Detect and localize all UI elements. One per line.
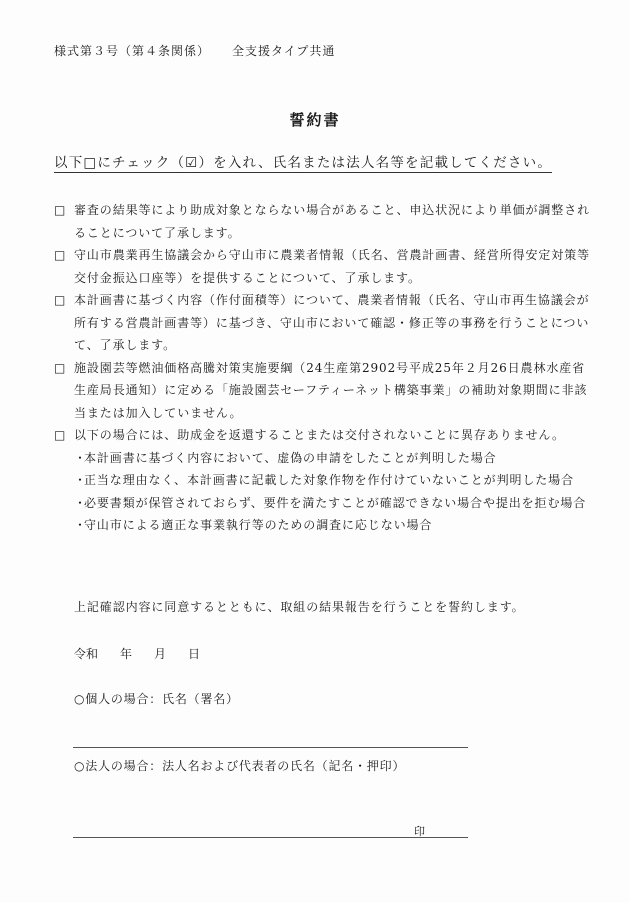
pledge-item-text: 本計画書に基づく内容（作付面積等）について、農業者情報（氏名、守山市再生協議会が所有する営農計画書等）に基づき、守山市において確認・修正等の事務を行うことについて、了承します。 bbox=[74, 293, 590, 352]
pledge-item-text: 守山市農業再生協議会から守山市に農業者情報（氏名、営農計画書、経営所得安定対策等交付金振込口座等）を提供することについて、了承します。 bbox=[74, 248, 591, 285]
date-year: 年 bbox=[120, 647, 133, 661]
sub-item-text: 必要書類が保管されておらず、要件を満たすことが確認できない場合や提出を拒む場合 bbox=[84, 495, 587, 510]
form-header bbox=[54, 42, 335, 59]
date-field[interactable] bbox=[74, 645, 222, 662]
sub-item-text: 守山市による適正な事業執行等のための調査に応じない場合 bbox=[84, 518, 433, 532]
pledge-statement: 上記確認内容に同意するとともに、取組の結果報告を行うことを誓約します。 bbox=[74, 600, 525, 614]
pledge-item-3 bbox=[54, 289, 594, 357]
date-month: 月 bbox=[154, 647, 167, 661]
sub-item-2 bbox=[54, 469, 594, 492]
instruction-text: 以下□にチェック（☑）を入れ、氏名または法人名等を記載してください。 bbox=[54, 151, 552, 173]
pledge-item-text: 施設園芸等燃油価格高騰対策実施要綱（24生産第2902号平成25年２月26日農林水産省生産局長通知）に定める「施設園芸セーフティーネット構築事業」の補助対象期間に非該当または加入していません。 bbox=[74, 360, 588, 420]
checkbox-5[interactable]: □ bbox=[54, 428, 67, 442]
sub-item-1 bbox=[54, 447, 594, 470]
pledge-item-5 bbox=[54, 424, 594, 447]
pledge-item-2 bbox=[54, 244, 594, 289]
corporate-signature-label: ○法人の場合：法人名および代表者の氏名（記名・押印） bbox=[74, 759, 406, 773]
bullet-icon: ・ bbox=[74, 518, 87, 532]
pledge-item-text: 以下の場合には、助成金を返還することまたは交付されないことに異存ありません。 bbox=[74, 428, 565, 442]
corporate-signature-line[interactable] bbox=[73, 837, 468, 838]
document-title: 誓約書 bbox=[289, 111, 341, 129]
date-day: 日 bbox=[188, 647, 201, 661]
pledge-item-4 bbox=[54, 357, 594, 425]
bullet-icon: ・ bbox=[74, 473, 87, 487]
sub-item-text: 正当な理由なく、本計画書に記載した対象作物を作付けていないことが判明した場合 bbox=[84, 473, 574, 487]
individual-signature-label: ○個人の場合：氏名（署名） bbox=[74, 692, 239, 706]
checkbox-4[interactable]: □ bbox=[54, 360, 67, 375]
sub-item-3 bbox=[54, 492, 594, 515]
pledge-item-text: 審査の結果等により助成対象とならない場合があること、申込状況により単価が調整されることについて了承します。 bbox=[74, 203, 591, 240]
form-applicability: 全支援タイプ共通 bbox=[232, 44, 336, 58]
checkbox-1[interactable]: □ bbox=[54, 203, 67, 217]
checkbox-3[interactable]: □ bbox=[54, 293, 67, 307]
pledge-item-1 bbox=[54, 199, 594, 244]
bullet-icon: ・ bbox=[74, 495, 87, 510]
form-number: 様式第３号（第４条関係） bbox=[54, 44, 211, 58]
pledge-items bbox=[54, 199, 594, 537]
date-era: 令和 bbox=[74, 647, 99, 661]
individual-signature-line[interactable] bbox=[73, 747, 468, 748]
seal-mark: 印 bbox=[414, 825, 425, 838]
checkbox-2[interactable]: □ bbox=[54, 248, 67, 262]
bullet-icon: ・ bbox=[74, 450, 87, 465]
sub-item-4 bbox=[54, 514, 594, 537]
sub-item-text: 本計画書に基づく内容において、虚偽の申請をしたことが判明した場合 bbox=[84, 450, 497, 465]
